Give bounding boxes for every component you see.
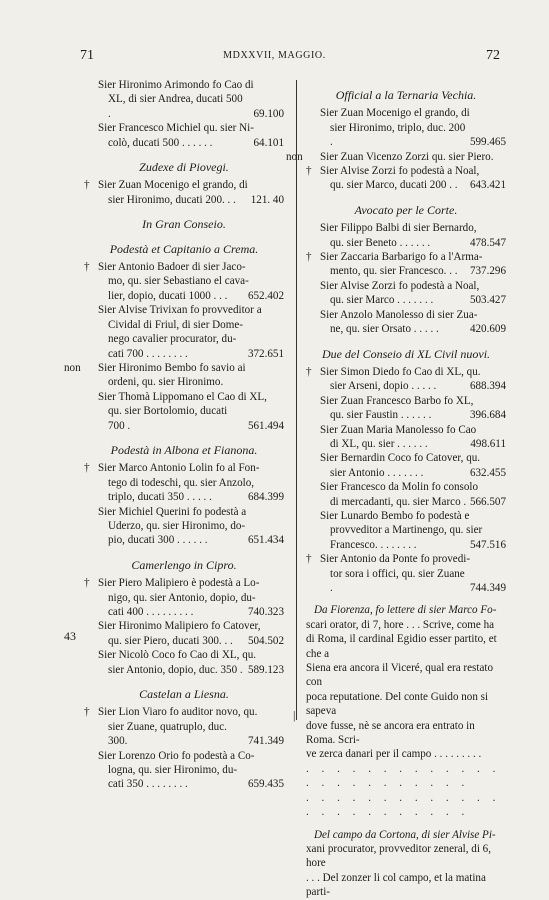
cross-mark: † [306,251,312,264]
vote-count: 372.651 [247,347,284,360]
entry-line: Sier Anzolo Manolesso di sier Zua- [320,308,478,321]
entry-line: qu. sier Beneto . . . . . . 478.547 [330,236,506,249]
entry-line: sier Arseni, dopio . . . . . 688.394 [330,380,506,393]
entry-line: mo, qu. sier Sebastiano el cava- [108,275,249,288]
section-title: Avocato per le Corte. [354,202,458,217]
cross-mark: † [306,365,312,378]
entry-line: cati 400 . . . . . . . . . 740.323 [108,606,284,618]
cross-mark: † [84,462,90,475]
entry-line: nigo, qu. sier Antonio, dopio, du- [108,591,256,604]
vote-count: 547.516 [469,538,506,551]
election-entry [306,509,506,552]
entry-line: Sier Michiel Querini fo podestà a [98,505,247,518]
prose-line: ve zerca danari per il campo . . . . . . . . . [306,748,482,761]
election-entry [84,121,284,150]
prose-line: di Roma, il cardinal Egidio esser partito, et che a [306,633,497,660]
vote-count: 566.507 [469,495,506,508]
vote-count: 659.435 [247,778,284,791]
entry-line: di XL, qu. sier . . . . . . 498.611 [330,437,506,450]
vote-count: 741.349 [247,735,284,748]
column-divider [296,80,297,720]
election-entry [84,178,284,207]
entry-line: sier Hironimo, ducati 200. . . 121. 40 [108,193,284,206]
election-entry [306,394,506,423]
prose-lead: Del campo da Cortona, di sier Alvise Pi- [314,828,496,841]
entry-line: qu. sier Marco . . . . . . . 503.427 [330,294,506,307]
election-entry [64,361,284,390]
entry-line: Uderzo, qu. sier Hironimo, do- [108,519,246,532]
entry-line: mento, qu. sier Francesco. . . 737.296 [330,265,506,278]
vote-count: 744.349 [469,582,506,594]
election-entry [84,461,284,504]
vote-count: 643.421 [469,179,506,192]
vote-count: 121. 40 [250,193,284,206]
entry-line: XL, di sier Andrea, ducati 500 . 69.100 [108,93,284,120]
dot-line: . . . . . . . . . . . . . . . . . . . . . . . . [306,762,501,790]
section-title: Castelan a Liesna. [139,687,229,702]
prose-lead: Da Fiorenza, fo lettere di sier Marco Fo- [314,604,497,617]
vote-count: 504.502 [247,634,284,647]
entry-line: Sier Lunardo Bembo fo podestà e [320,509,470,522]
entry-line: qu. sier Faustin . . . . . . 396.684 [330,409,506,422]
left-column [64,78,284,792]
election-entry [306,451,506,480]
entry-line: Sier Hironimo Bembo fo savio ai [98,361,246,374]
section-title: Camerlengo in Cipro. [131,557,237,572]
entry-line: qu. sier Piero, ducati 300. . . 504.502 [108,634,284,647]
section-title: Zudexe di Piovegi. [139,160,229,175]
election-entry [84,749,284,792]
election-entry [306,106,506,149]
entry-line: Sier Alvise Zorzi fo podestà a Noal, [320,279,480,292]
cross-mark: † [84,577,90,590]
vote-count: 740.323 [247,606,284,618]
prose-line: xani procurator, provveditor zeneral, di 6, hore [306,842,491,870]
vote-count: 561.494 [247,419,284,432]
cross-mark: † [306,165,312,178]
election-entry [306,164,506,193]
election-entry [306,480,506,509]
entry-line: qu. sier Bortolomio, ducati 700 . 561.494 [108,405,284,432]
entry-line: Sier Thomà Lippomano el Cao di XL, [98,390,267,403]
entry-line: sier Antonio, dopio, duc. 350 . 589.123 [108,663,284,676]
vote-count: 684.399 [247,491,284,504]
entry-line: Sier Hironimo Malipiero fo Catover, [98,620,261,633]
vote-count: 632.455 [469,466,506,479]
vote-count: 737.296 [469,265,506,278]
election-entry [84,576,284,619]
running-title: MDXXVII, MAGGIO. [223,50,326,61]
entry-line: ordeni, qu. sier Hironimo. [108,376,224,389]
entry-line: Cividal di Friul, di sier Dome- [108,318,243,331]
election-entry [306,221,506,250]
entry-line: Sier Marco Antonio Lolin fo al Fon- [98,462,260,475]
entry-line: Sier Lorenzo Orio fo podestà a Co- [98,749,255,762]
vote-count: 64.101 [253,136,284,149]
section-title: Podestà et Capitanio a Crema. [109,241,259,256]
page-number-right: 72 [486,48,500,63]
election-entry [84,390,284,433]
vote-count: 589.123 [247,663,284,676]
entry-line: triplo, ducati 350 . . . . . 684.399 [108,491,284,504]
cross-mark: † [84,179,90,192]
entry-line: sier Hironimo, triplo, duc. 200 . 599.465 [330,121,506,149]
entry-line: sier Antonio . . . . . . . 632.455 [330,466,506,479]
prose-line: dove fusse, nè se ancora era entrato in Roma. Scri- [306,719,475,747]
election-entry [84,78,284,121]
entry-line: Sier Hironimo Arimondo fo Cao di [98,79,254,91]
cross-mark: † [84,261,90,274]
entry-line: Sier Simon Diedo fo Cao di XL, qu. [320,365,481,378]
election-entry [84,260,284,303]
election-entry [84,303,284,361]
entry-line: Sier Francesco Michiel qu. sier Ni- [98,122,254,135]
entry-line: lier, dopio, ducati 1000 . . . 652.402 [108,289,284,302]
entry-line: Sier Antonio Badoer di sier Jaco- [98,261,246,274]
vote-count: 396.684 [469,409,506,422]
section-title: Official a la Ternaria Vechia. [335,88,477,102]
entry-line: Sier Zuan Francesco Barbo fo XL, [320,394,474,407]
vote-count: 69.100 [253,107,284,120]
entry-line: colò, ducati 500 . . . . . . 64.101 [108,136,284,149]
entry-line: Sier Francesco da Molin fo consolo [320,481,479,494]
entry-line: tor sora i offici, qu. sier Zuane . 744.349 [330,567,506,594]
entry-line: Sier Zuan Vicenzo Zorzi qu. sier Piero. [320,150,494,163]
prose-line: Siena era ancora il Viceré, qual era restato con [306,662,494,689]
vote-count: 688.394 [469,380,506,393]
dot-line: . . . . . . . . . . . . . . . . . . . . . . . . [306,791,501,819]
entry-line: Sier Nicolò Coco fo Cao di XL, qu. [98,649,257,662]
page-header [0,48,549,68]
vote-count: 652.402 [247,289,284,302]
election-entry [84,705,284,748]
entry-line: cati 350 . . . . . . . . 659.435 [108,778,284,791]
election-entry [84,619,284,648]
entry-line: tego di todeschi, qu. sier Anzolo, [108,476,255,489]
election-entry [306,250,506,279]
entry-line: logna, qu. sier Hironimo, du- [108,764,238,777]
entry-line: nego cavalier procurator, du- [108,333,237,346]
prose-line: poca reputatione. Del conte Guido non si sapeva [306,690,489,718]
entry-line: cati 700 . . . . . . . . 372.651 [108,347,284,360]
section-title: Podestà in Albona et Fianona. [110,442,258,457]
entry-line: Sier Antonio da Ponte fo provedi- [320,553,471,566]
entry-line: di mercadanti, qu. sier Marco . 566.507 [330,495,506,508]
cross-mark: † [84,706,90,719]
entry-line: sier Zuane, quatruplo, duc. 300. 741.349 [108,720,284,748]
entry-line: Sier Filippo Balbi di sier Bernardo, [320,222,477,235]
vote-count: 651.434 [247,534,284,547]
election-entry [306,552,506,595]
entry-line: Sier Zuan Mocenigo el grando, di [98,179,248,192]
section-title: Due del Conseio di XL Civil nuovi. [321,346,491,361]
entry-line: Francesco. . . . . . . . 547.516 [330,538,506,551]
entry-line: Sier Zuan Maria Manolesso fo Cao [320,423,477,436]
entry-line: Sier Zuan Mocenigo el grando, di [320,107,470,120]
prose-line: . . . Del zonzer li col campo, et la matina parti- [306,871,486,899]
letter-fiorenza [306,603,506,819]
vote-count: 478.547 [469,236,506,249]
entry-line: Sier Zaccaria Barbarigo fo a l'Arma- [320,251,483,264]
election-entry [306,423,506,452]
non-mark: non [286,150,303,163]
election-entry [306,308,506,337]
entry-line: Sier Bernardin Coco fo Catover, qu. [320,452,481,465]
non-mark: non [64,361,81,374]
election-entry [84,648,284,677]
entry-line: Sier Piero Malipiero è podestà a Lo- [98,577,260,590]
vote-count: 503.427 [469,294,506,307]
page-number-left: 71 [80,48,94,63]
cross-mark: † [306,553,312,566]
entry-line: qu. sier Marco, ducati 200 . . 643.421 [330,179,506,192]
margin-number: 43 [64,629,76,643]
letter-cortona [306,828,506,900]
entry-line: ne, qu. sier Orsato . . . . . 420.609 [330,323,506,336]
vote-count: 599.465 [469,136,506,149]
election-entry [286,150,506,164]
entry-line: Sier Alvise Zorzi fo podestà a Noal, [320,165,480,178]
section-title: In Gran Conseio. [142,217,226,232]
right-column [286,78,506,900]
election-entry [306,279,506,308]
entry-line: Sier Lion Viaro fo auditor novo, qu. [98,706,258,719]
prose-line: scari orator, di 7, hore . . . Scrive, come ha [306,618,495,631]
election-entry [306,365,506,394]
entry-line: Sier Alvise Trivixan fo provveditor a [98,304,262,317]
vote-count: 498.611 [470,437,506,450]
entry-line: provveditor a Martinengo, qu. sier [330,524,483,537]
entry-line: pio, ducati 300 . . . . . . 651.434 [108,534,284,547]
vote-count: 420.609 [469,323,506,336]
bottom-mark: | [293,708,296,722]
election-entry [84,505,284,548]
